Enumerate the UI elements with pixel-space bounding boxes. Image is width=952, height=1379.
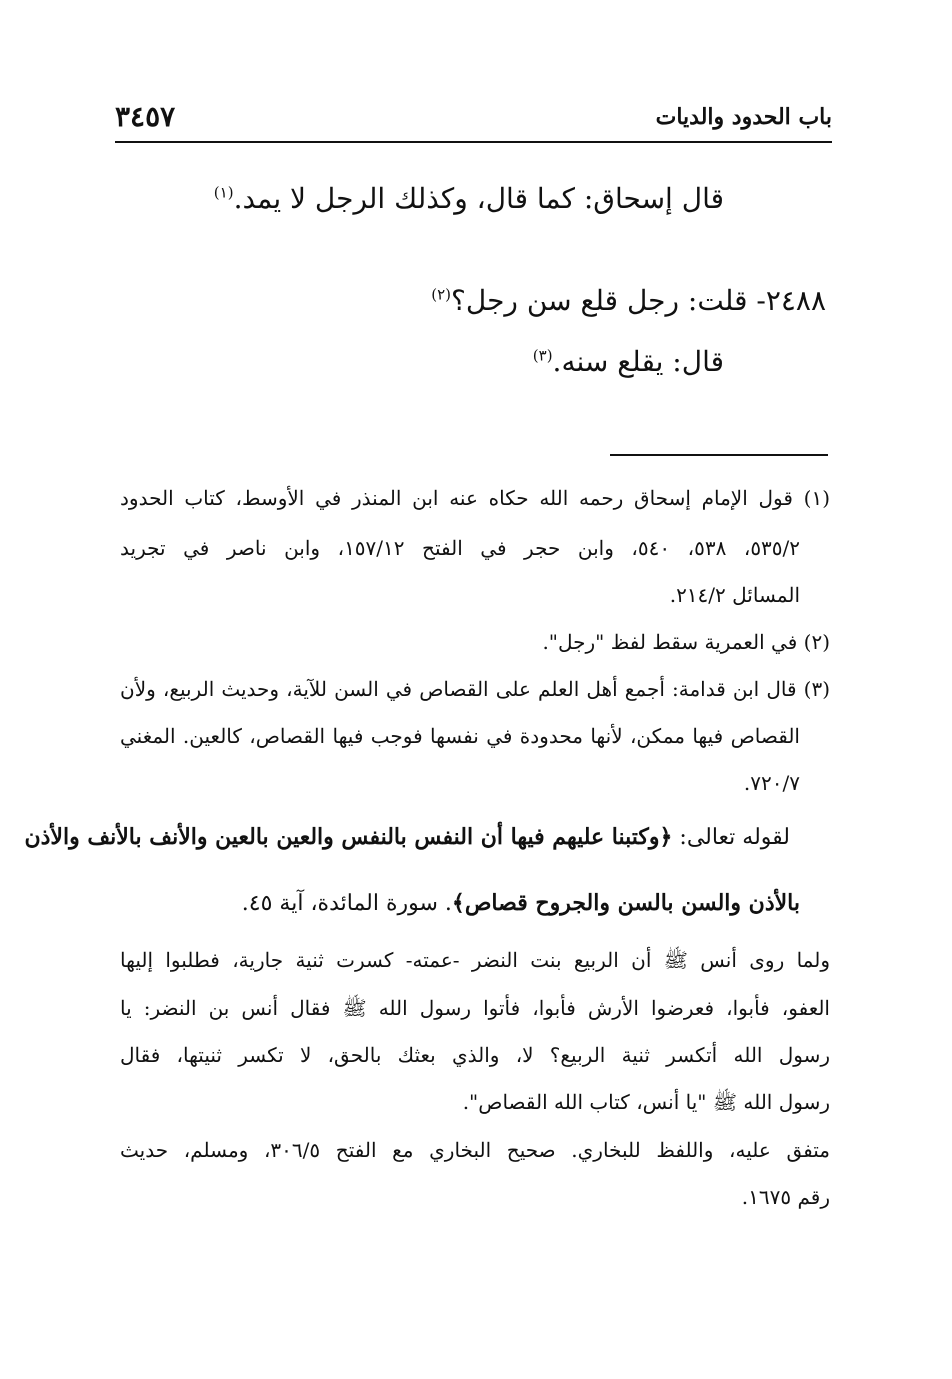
source-line-2: رقم ١٦٧٥.	[741, 1185, 830, 1209]
verse-reference: . سورة المائدة، آية ٤٥.	[241, 891, 452, 916]
question-2488: ٢٤٨٨- قلت: رجل قلع سن رجل؟	[451, 284, 826, 317]
header-divider	[115, 141, 832, 143]
page-number: ٣٤٥٧	[115, 100, 176, 133]
footnote-3-line-1: (٣) قال ابن قدامة: أجمع أهل العلم على القصاص في السن للآية، وحديث الربيع، ولأن	[120, 677, 830, 701]
footnote-3-line-3: ٧٢٠/٧.	[743, 771, 800, 795]
source-line-1: متفق عليه، واللفظ للبخاري. صحيح البخاري مع الفتح ٣٠٦/٥، ومسلم، حديث	[120, 1138, 830, 1162]
ishaq-statement: قال إسحاق: كما قال، وكذلك الرجل لا يمد.	[233, 182, 724, 215]
main-text-line-3	[533, 345, 724, 378]
hadith-line-4: رسول الله ﷺ "يا أنس، كتاب الله القصاص".	[462, 1090, 830, 1114]
footnote-1-line-1: (١) قول الإمام إسحاق رحمه الله حكاه عنه ابن المنذر في الأوسط، كتاب الحدود	[120, 486, 830, 510]
verse-line-1	[24, 824, 790, 850]
footnote-3-line-2: القصاص فيها ممكن، لأنها محدودة في نفسها فوجب فيها القصاص، كالعين. المغني	[120, 724, 800, 748]
footnote-2-line-1: (٢) في العمرية سقط لفظ "رجل".	[542, 630, 830, 654]
hadith-line-1: ولما روى أنس ﷺ أن الربيع بنت النضر -عمته- كسرت ثنية جارية، فطلبوا إليها	[120, 948, 830, 972]
chapter-title: باب الحدود والديات	[655, 104, 832, 130]
footnote-ref-3[interactable]: (٣)	[532, 346, 553, 365]
hadith-line-2: العفو، فأبوا، فعرضوا الأرش فأبوا، فأتوا رسول الله ﷺ فقال أنس بن النضر: يا	[120, 996, 830, 1020]
answer-2488: قال: يقلع سنه.	[552, 345, 724, 378]
footnote-1-line-3: المسائل ٢١٤/٢.	[669, 583, 800, 607]
main-text-line-2	[431, 284, 826, 317]
footnote-ref-2[interactable]: (٢)	[431, 285, 452, 304]
quran-verse-part-1: ﴿وكتبنا عليهم فيها أن النفس بالنفس والعين بالعين والأنف بالأنف والأذن	[24, 824, 673, 850]
quran-verse-part-2: بالأذن والسن بالسن والجروح قصاص﴾	[451, 890, 800, 916]
hadith-line-3: رسول الله أتكسر ثنية الربيع؟ لا، والذي بعثك بالحق، لا تكسر ثنيتها، فقال	[120, 1043, 830, 1067]
footnote-1-line-2: ٥٣٥/٢، ٥٣٨، ٥٤٠، وابن حجر في الفتح ١٥٧/١٢، وابن ناصر في تجريد	[120, 536, 801, 560]
footnote-ref-1[interactable]: (١)	[213, 183, 234, 202]
verse-line-2	[242, 890, 800, 916]
footnote-divider	[610, 454, 828, 456]
main-text-line-1	[214, 182, 724, 215]
page-header	[115, 100, 832, 142]
verse-intro: لقوله تعالى:	[679, 825, 790, 850]
